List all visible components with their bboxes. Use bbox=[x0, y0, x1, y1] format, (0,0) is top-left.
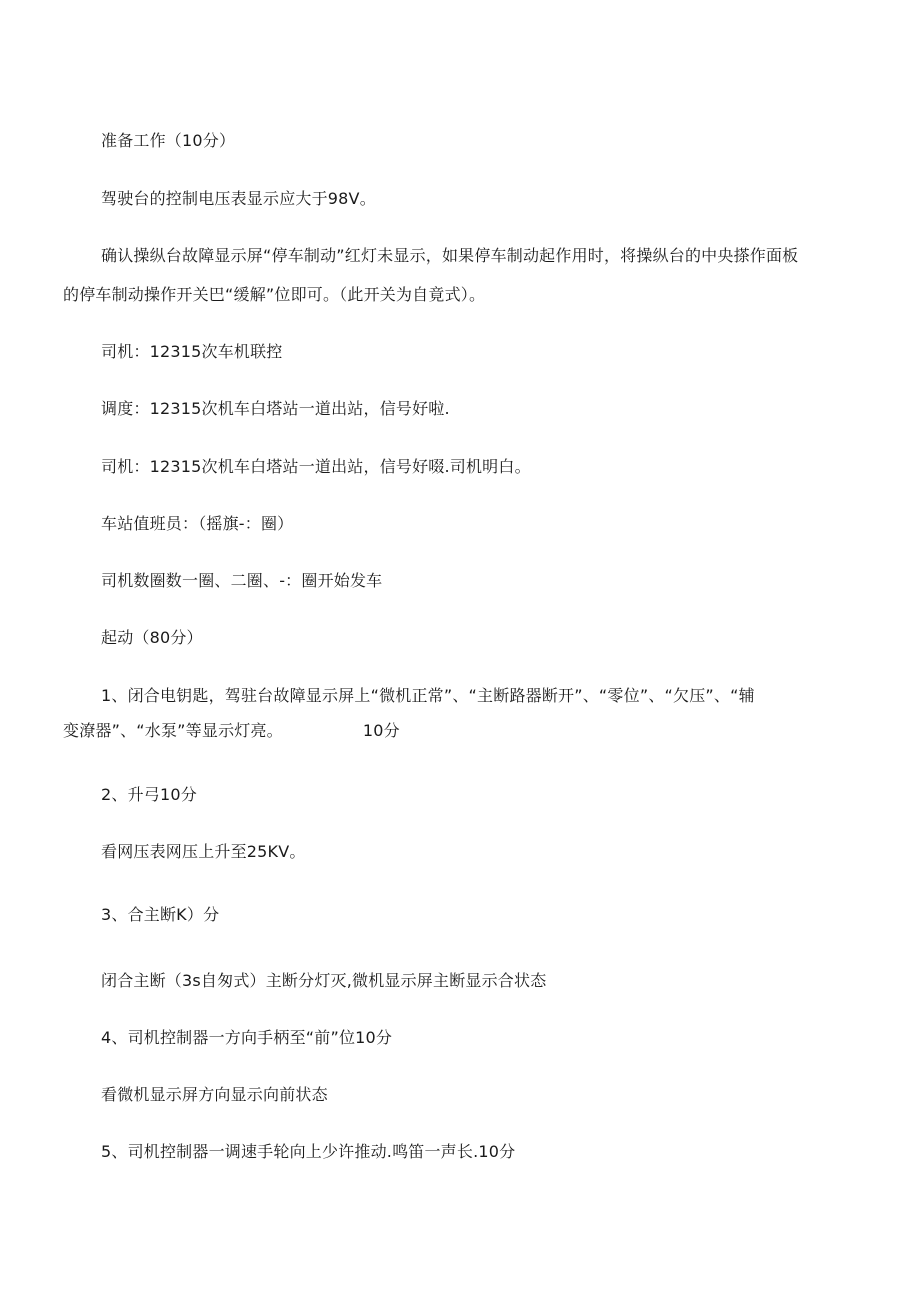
step-1-line-2 bbox=[63, 721, 400, 741]
step-2: 2、升弓10分 bbox=[101, 785, 197, 804]
step-3-detail: 闭合主断（3s自匆式）主断分灯灭,微机显示屏主断显示合状态 bbox=[101, 971, 547, 990]
step-1-line-1: 1、闭合电钥匙，驾驻台故障显示屏上“微机正常”、“主断路器断开”、“零位”、“欠压”、“辅 bbox=[101, 686, 755, 705]
paragraph-voltage: 驾驶台的控制电压表显示应大于98V。 bbox=[101, 189, 376, 208]
step-1-score: 10分 bbox=[362, 721, 400, 740]
dialogue-station-attendant: 车站值班员：（摇旗-：圈） bbox=[101, 514, 294, 533]
step-1-text: 变潦器”、“水泵”等显示灯亮。 bbox=[63, 721, 283, 740]
paragraph-brake-line-2: 的停车制动操作开关巴“缓解”位即可。（此开关为自竟式）。 bbox=[63, 285, 486, 304]
dialogue-driver-2: 司机：12315次机车白塔站一道出站，信号好啜.司机明白。 bbox=[101, 457, 531, 476]
step-5: 5、司机控制器一调速手轮向上少许推动.鸣笛一声长.10分 bbox=[101, 1142, 516, 1161]
dialogue-dispatcher: 调度：12315次机车白塔站一道出站，信号好啦. bbox=[101, 399, 450, 418]
paragraph-departure: 司机数圈数一圈、二圈、-：圈开始发车 bbox=[101, 571, 383, 590]
section-heading-start: 起动（80分） bbox=[101, 628, 203, 647]
step-3: 3、合主断K）分 bbox=[101, 905, 220, 924]
section-heading-preparation: 准备工作（10分） bbox=[101, 131, 236, 150]
dialogue-driver-1: 司机：12315次车机联控 bbox=[101, 342, 283, 361]
paragraph-brake-line-1: 确认操纵台故障显示屏“停车制动”红灯未显示，如果停车制动起作用时，将操纵台的中央搽作面板 bbox=[101, 246, 799, 265]
step-4: 4、司机控制器一方向手柄至“前”位10分 bbox=[101, 1028, 393, 1047]
step-4-detail: 看微机显示屏方向显示向前状态 bbox=[101, 1085, 328, 1104]
step-2-detail: 看网压表网压上升至25KV。 bbox=[101, 842, 306, 861]
